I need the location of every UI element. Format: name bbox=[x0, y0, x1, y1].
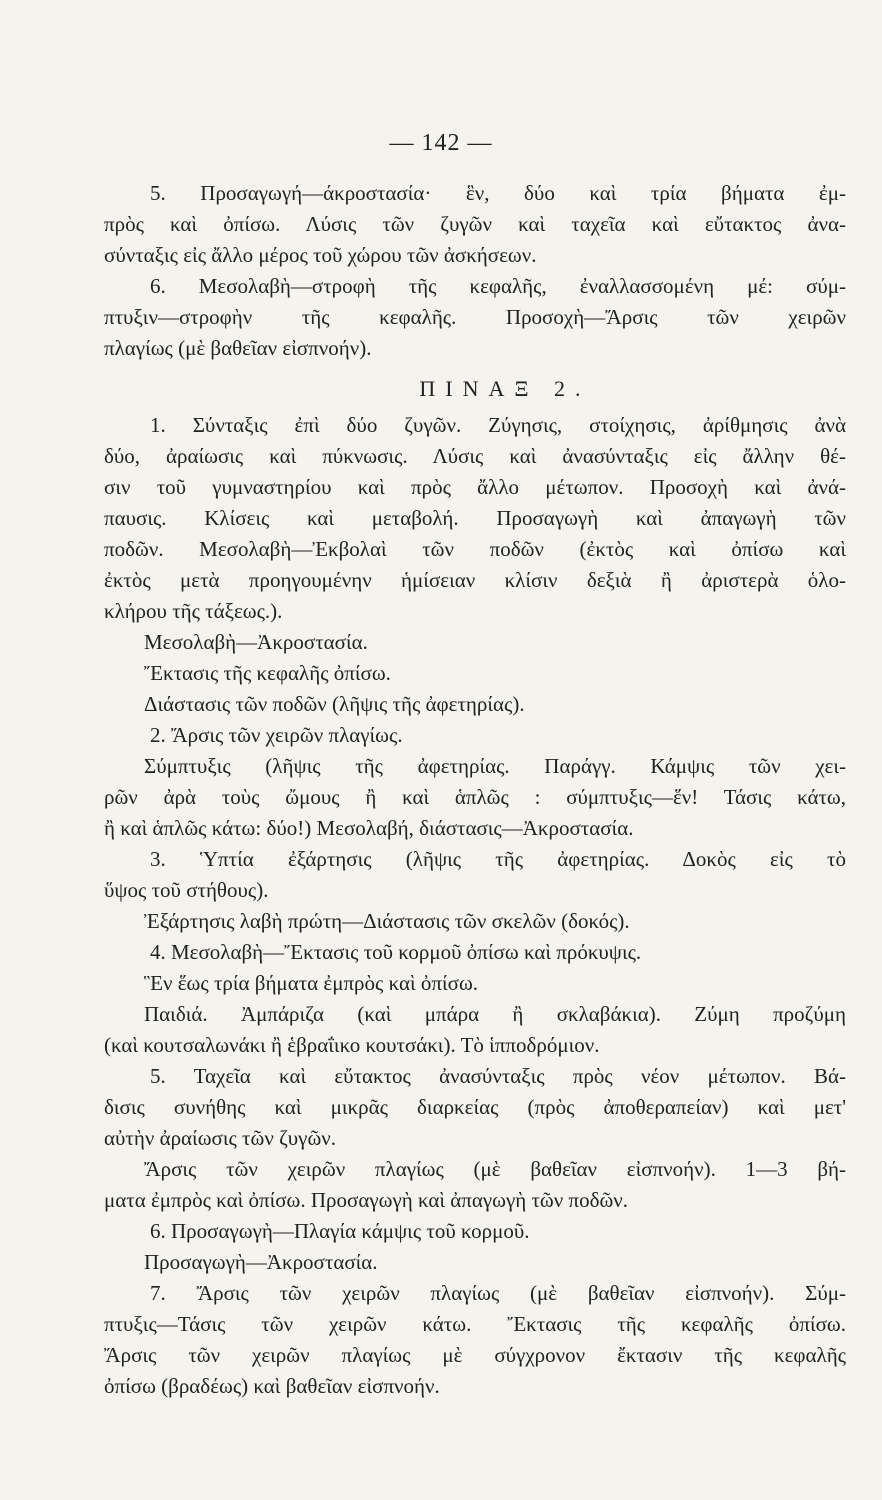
text-line: σιν τοῦ γυμναστηρίου καὶ πρὸς ἄλλο μέτωπον. Προσοχὴ καὶ ἀνά- bbox=[104, 475, 846, 499]
text-line: Ἄρσις τῶν χειρῶν πλαγίως μὲ σύγχρονον ἔκτασιν τῆς κεφαλῆς bbox=[104, 1343, 846, 1367]
text-line: αὐτὴν ἀραίωσις τῶν ζυγῶν. bbox=[104, 1126, 337, 1150]
page-number: — 142 — bbox=[389, 130, 493, 156]
text-line: 3. Ὑπτία ἐξάρτησις (λῆψις τῆς ἀφετηρίας. Δοκὸς εἰς τὸ bbox=[150, 847, 846, 871]
text-line: (καὶ κουτσαλωνάκι ἢ ἑβραΐικο κουτσάκι). Τὸ ἱπποδρόμιον. bbox=[104, 1033, 600, 1057]
text-line: ὀπίσω (βραδέως) καὶ βαθεῖαν εἰσπνοήν. bbox=[104, 1374, 440, 1398]
text-line: πλαγίως (μὲ βαθεῖαν εἰσπνοήν). bbox=[104, 336, 372, 360]
text-line: ἐκτὸς μετὰ προηγουμένην ἡμίσειαν κλίσιν δεξιὰ ἢ ἀριστερὰ ὁλο- bbox=[104, 568, 846, 592]
section-heading: ΠΙΝΑΞ 2. bbox=[419, 376, 591, 401]
text-line: ρῶν ἀρὰ τοὺς ὤμους ἢ καὶ ἁπλῶς : σύμπτυξις—ἕν! Τάσις κάτω, bbox=[104, 785, 846, 809]
text-line: Παιδιά. Ἀμπάριζα (καὶ μπάρα ἢ σκλαβάκια). Ζύμη προζύμη bbox=[144, 1002, 846, 1026]
text-line: παυσις. Κλίσεις καὶ μεταβολή. Προσαγωγὴ καὶ ἀπαγωγὴ τῶν bbox=[104, 506, 846, 530]
text-line: 6. Μεσολαβὴ—στροφὴ τῆς κεφαλῆς, ἐναλλασσομένη μέ: σύμ- bbox=[150, 274, 846, 298]
text-line: 5. Ταχεῖα καὶ εὔτακτος ἀνασύνταξις πρὸς νέον μέτωπον. Βά- bbox=[150, 1064, 846, 1088]
text-line: Ἓν ἕως τρία βήματα ἐμπρὸς καὶ ὀπίσω. bbox=[144, 971, 479, 995]
text-line: πτυξις—Τάσις τῶν χειρῶν κάτω. Ἔκτασις τῆς κεφαλῆς ὀπίσω. bbox=[104, 1312, 846, 1336]
text-line: δύο, ἀραίωσις καὶ πύκνωσις. Λύσις καὶ ἀνασύνταξις εἰς ἄλλην θέ- bbox=[104, 444, 846, 468]
text-line: 6. Προσαγωγὴ—Πλαγία κάμψις τοῦ κορμοῦ. bbox=[150, 1219, 530, 1243]
text-line: Ἄρσις τῶν χειρῶν πλαγίως (μὲ βαθεῖαν εἰσπνοήν). 1—3 βή- bbox=[144, 1157, 846, 1181]
text-line: 7. Ἄρσις τῶν χειρῶν πλαγίως (μὲ βαθεῖαν εἰσπνοήν). Σύμ- bbox=[150, 1281, 846, 1305]
text-line: κλήρου τῆς τάξεως.). bbox=[104, 599, 283, 623]
text-line: 4. Μεσολαβὴ—Ἔκτασις τοῦ κορμοῦ ὀπίσω καὶ πρόκυψις. bbox=[150, 940, 642, 964]
text-line: πτυξιν—στροφὴν τῆς κεφαλῆς. Προσοχὴ—Ἄρσις τῶν χειρῶν bbox=[104, 305, 846, 329]
text-line: Μεσολαβὴ—Ἀκροστασία. bbox=[144, 630, 368, 654]
text-line: Διάστασις τῶν ποδῶν (λῆψις τῆς ἀφετηρίας). bbox=[144, 692, 525, 716]
text-line: ποδῶν. Μεσολαβὴ—Ἐκβολαὶ τῶν ποδῶν (ἐκτὸς καὶ ὀπίσω καὶ bbox=[104, 537, 846, 561]
text-line: Ἐξάρτησις λαβὴ πρώτη—Διάστασις τῶν σκελῶν (δοκός). bbox=[144, 909, 630, 933]
body-text bbox=[104, 178, 846, 1402]
text-line: πρὸς καὶ ὀπίσω. Λύσις τῶν ζυγῶν καὶ ταχεῖα καὶ εὔτακτος ἀνα- bbox=[104, 212, 846, 236]
text-line: Ἔκτασις τῆς κεφαλῆς ὀπίσω. bbox=[144, 661, 391, 685]
text-line: 1. Σύνταξις ἐπὶ δύο ζυγῶν. Ζύγησις, στοίχησις, ἀρίθμησις ἀνὰ bbox=[150, 413, 846, 437]
text-line: Προσαγωγὴ—Ἀκροστασία. bbox=[144, 1250, 378, 1274]
text-line: ἢ καὶ ἁπλῶς κάτω: δύο!) Μεσολαβή, διάστασις—Ἀκροστασία. bbox=[104, 816, 634, 840]
text-line: Σύμπτυξις (λῆψις τῆς ἀφετηρίας. Παράγγ. Κάμψις τῶν χει- bbox=[144, 754, 846, 778]
text-line: δισις συνήθης καὶ μικρᾶς διαρκείας (πρὸς ἀποθεραπείαν) καὶ μετ' bbox=[104, 1095, 846, 1119]
text-line: ματα ἐμπρὸς καὶ ὀπίσω. Προσαγωγὴ καὶ ἀπαγωγὴ τῶν ποδῶν. bbox=[104, 1188, 629, 1212]
text-line: 5. Προσαγωγή—άκροστασία· ἓν, δύο καὶ τρία βήματα ἐμ- bbox=[150, 181, 846, 205]
text-line: σύνταξις εἰς ἄλλο μέρος τοῦ χώρου τῶν ἀσκήσεων. bbox=[104, 243, 537, 267]
text-line: ὕψος τοῦ στήθους). bbox=[104, 878, 269, 902]
text-line: 2. Ἄρσις τῶν χειρῶν πλαγίως. bbox=[150, 723, 403, 747]
